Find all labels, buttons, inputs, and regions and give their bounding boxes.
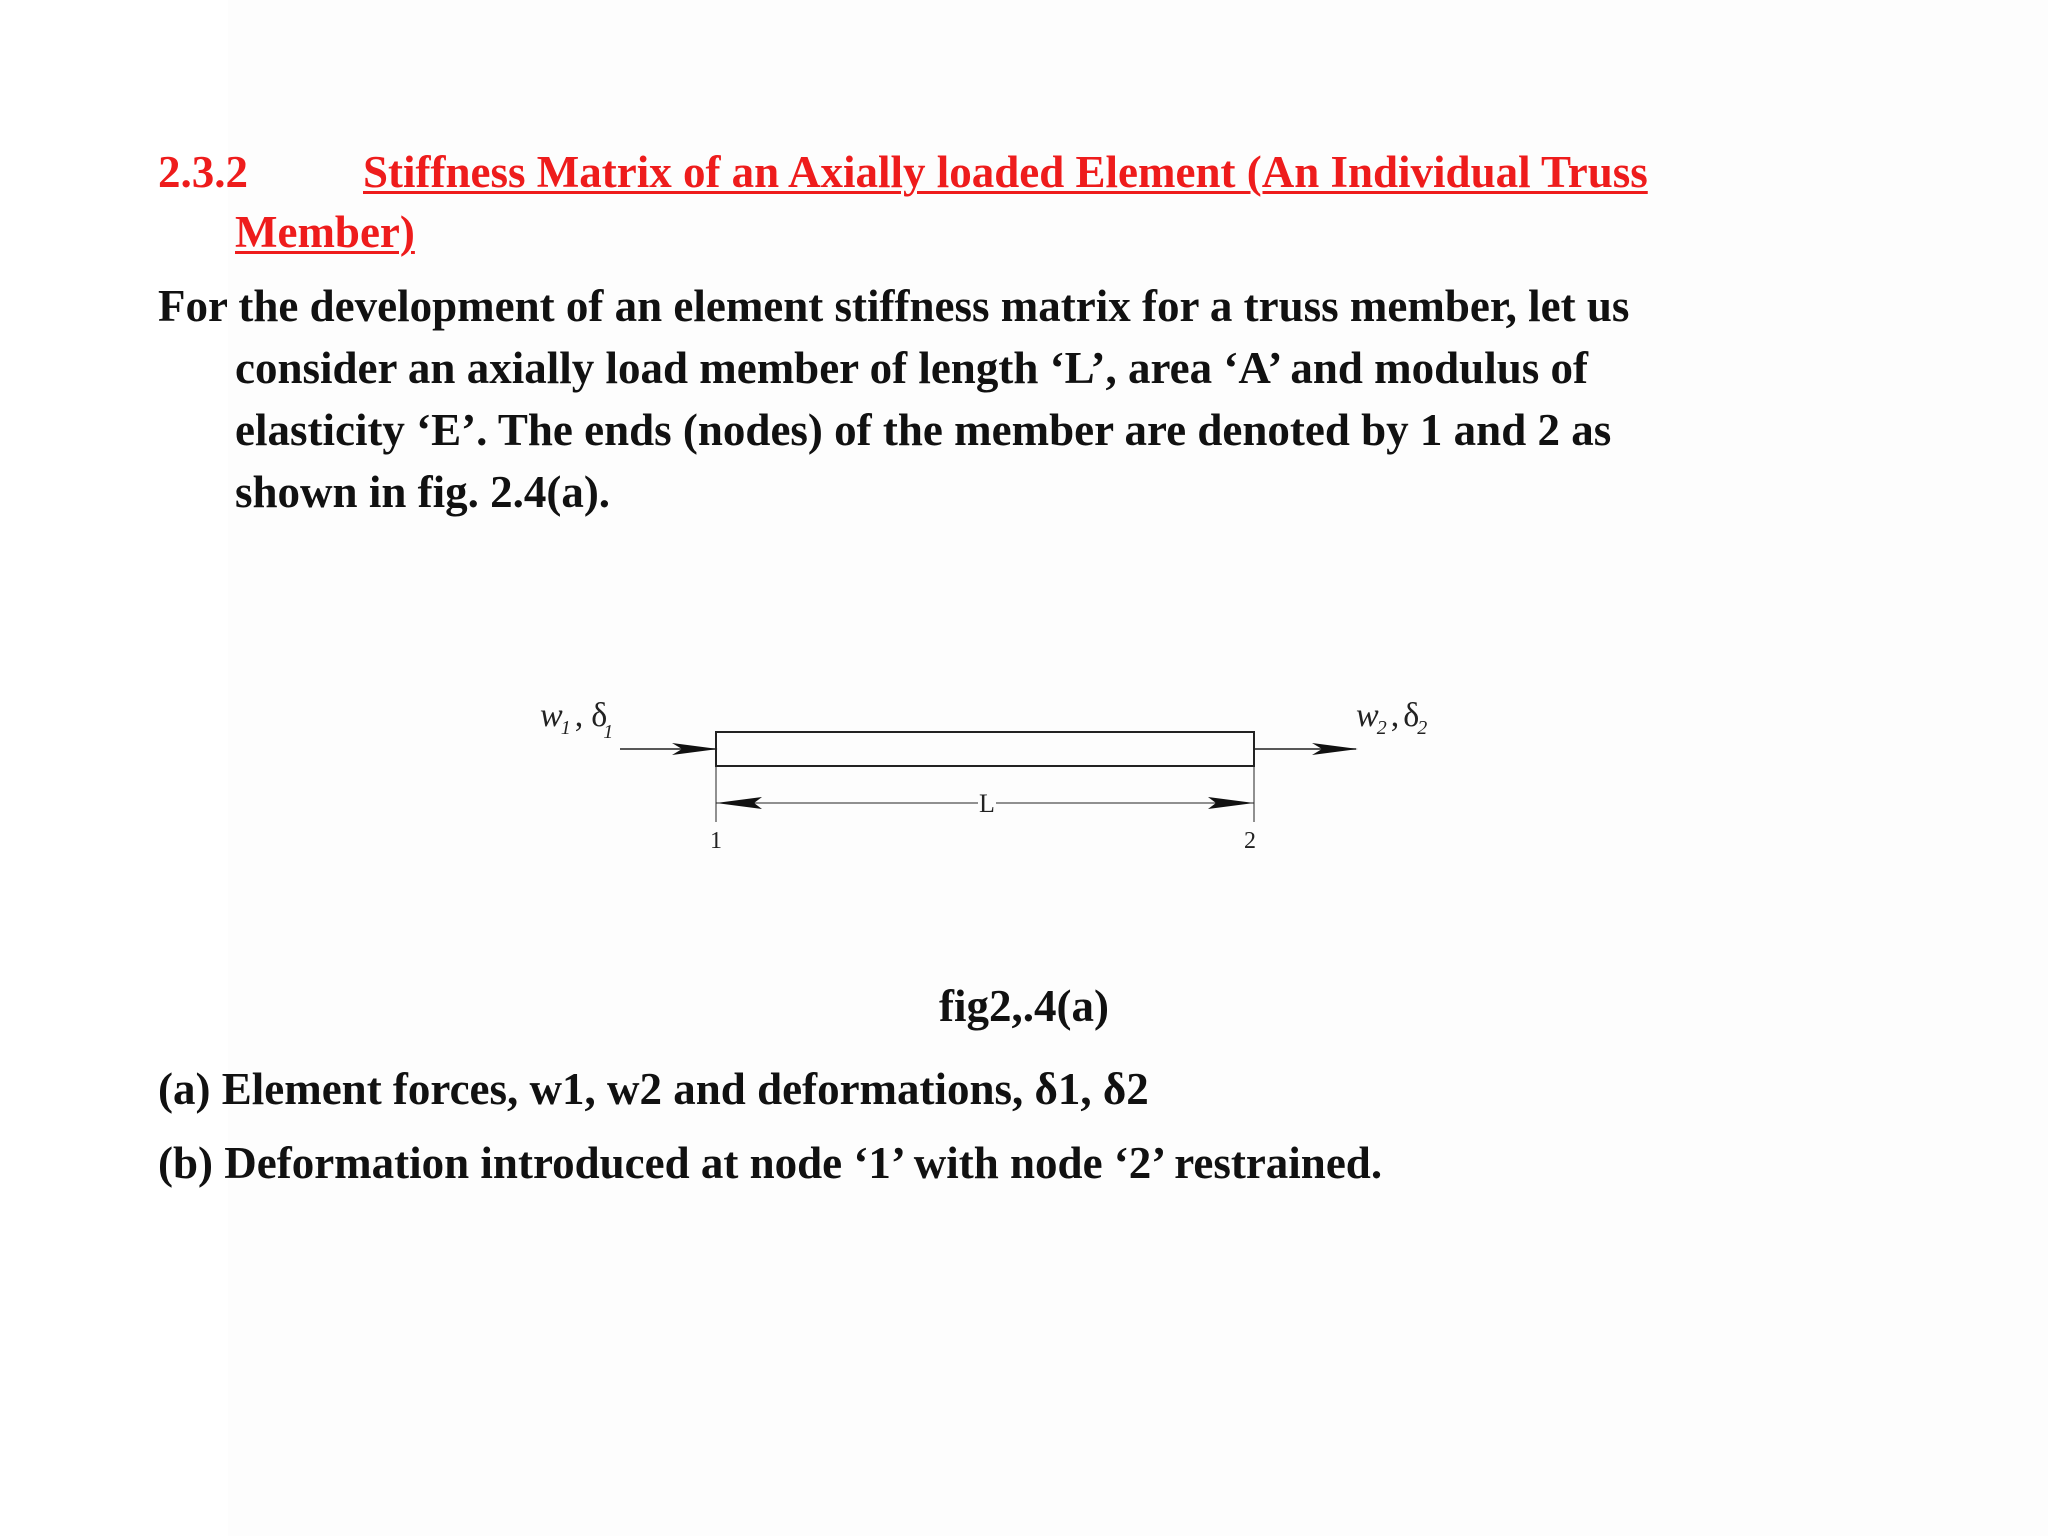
node-2-label: 2 <box>1244 828 1256 854</box>
section-title-line2: Member) <box>235 207 415 257</box>
section-title-line1: Stiffness Matrix of an Axially loaded Element (An Individual Truss <box>363 147 1648 197</box>
left-separator: , <box>574 697 584 734</box>
svg-text:w1,δ1 <box>540 697 613 743</box>
left-deflection-label: δ <box>591 697 608 734</box>
right-separator: , <box>1390 697 1400 734</box>
right-deflection-subscript: 2 <box>1417 717 1428 739</box>
left-force-label: w <box>540 697 563 734</box>
figure-notes <box>158 1052 1878 1200</box>
node-1-label: 1 <box>710 828 722 854</box>
length-label: L <box>979 789 995 818</box>
truss-member <box>716 732 1254 766</box>
note-b: (b) Deformation introduced at node ‘1’ with node ‘2’ restrained. <box>158 1138 1383 1188</box>
section-number: 2.3.2 <box>158 147 248 197</box>
paragraph-line: For the development of an element stiffness matrix for a truss member, let us <box>158 281 1630 331</box>
section-heading <box>158 142 1918 262</box>
figure-caption: fig2,.4(a) <box>939 981 1109 1031</box>
right-deflection-label: δ <box>1403 697 1420 734</box>
truss-member-diagram <box>520 690 1440 870</box>
paragraph-line: consider an axially load member of length ‘L’, area ‘A’ and modulus of <box>235 343 1588 393</box>
note-a: (a) Element forces, w1, w2 and deformations, δ1, δ2 <box>158 1064 1149 1114</box>
paragraph-line: shown in fig. 2.4(a). <box>235 467 611 517</box>
svg-text:w2,δ2 <box>1356 697 1427 739</box>
left-deflection-subscript: 1 <box>603 721 614 743</box>
right-force-subscript: 2 <box>1376 717 1387 739</box>
intro-paragraph <box>158 275 1878 523</box>
right-force-label: w <box>1356 697 1379 734</box>
paragraph-line: elasticity ‘E’. The ends (nodes) of the member are denoted by 1 and 2 as <box>235 405 1612 455</box>
truss-member-figure <box>520 690 1440 870</box>
left-force-subscript: 1 <box>560 717 571 739</box>
